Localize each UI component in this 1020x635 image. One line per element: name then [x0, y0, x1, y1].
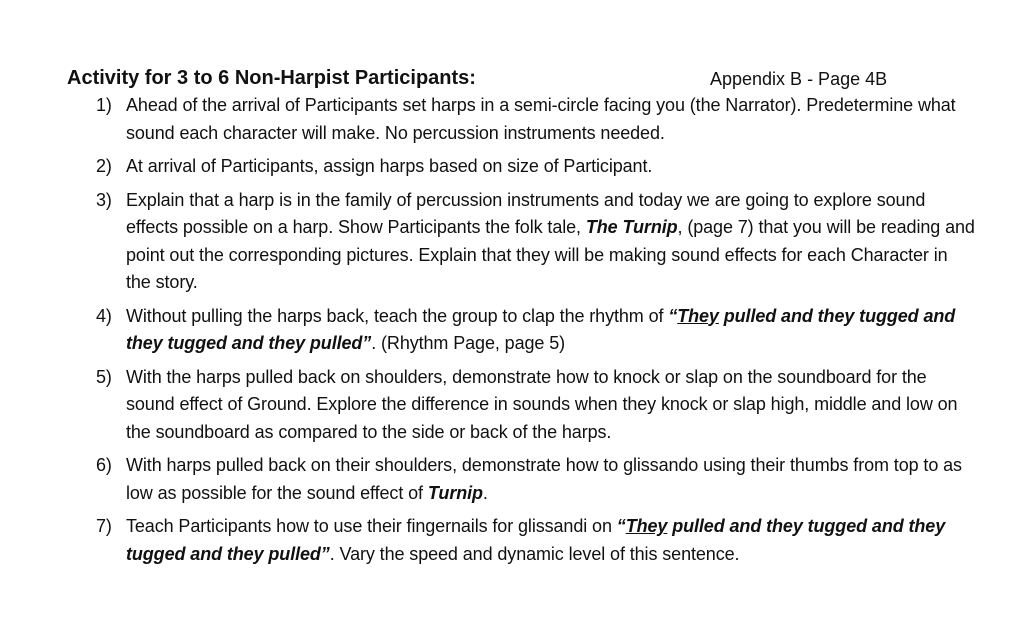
list-item [96, 187, 976, 297]
story-title: The Turnip [585, 217, 678, 237]
item-text: Ahead of the arrival of Participants set harps in a semi-circle facing you (the Narrator). Predetermine what sound each character will make. No percussion instruments needed. [126, 95, 956, 143]
appendix-page-label: Appendix B - Page 4B [710, 69, 888, 89]
list-item [96, 92, 976, 147]
list-item [96, 153, 976, 181]
turnip-emphasis: Turnip [427, 482, 483, 503]
item-number: 6) [96, 455, 112, 475]
item-text: . [482, 482, 488, 503]
item-text: . Vary the speed and dynamic level of this sentence. [329, 543, 740, 564]
list-item [96, 513, 976, 568]
item-number: 5) [96, 366, 112, 387]
item-number: 4) [96, 305, 112, 326]
item-number: 2) [96, 156, 112, 176]
item-number: 1) [96, 95, 112, 115]
quote-rest: pulled and they tugged and they tugged and they pulled” [126, 305, 956, 353]
quote-underlined-word: They [625, 516, 668, 536]
item-text: , (page 7) that you will be reading and point out the corresponding pictures. Explain that they will be making sound effects for each Character in the story. [126, 217, 975, 292]
item-text: . (Rhythm Page, page 5) [371, 333, 566, 353]
item-text: Explain that a harp is in the family of percussion instruments and today we are going to explore sound effects possible on a harp. Show Participants the folk tale, [126, 189, 926, 237]
item-text: Without pulling the harps back, teach the group to clap the rhythm of [126, 305, 669, 326]
list-item [96, 364, 976, 447]
quote-open: “ [616, 516, 626, 536]
item-text: With harps pulled back on their shoulders, demonstrate how to glissando using their thumbs from top to as low as possible for the sound effect of [126, 455, 962, 503]
list-item [96, 303, 976, 358]
quote-underlined-word: They [677, 305, 719, 326]
item-text: Teach Participants how to use their fingernails for glissandi on [126, 516, 617, 536]
quote-open: “ [668, 305, 678, 326]
item-text: With the harps pulled back on shoulders, demonstrate how to knock or slap on the soundboard for the sound effect of Ground. Explore the difference in sounds when they knock or slap high, middle and low on the soundboard as compared to the side or back of the harps. [126, 366, 958, 442]
activity-heading: Activity for 3 to 6 Non-Harpist Participants: [67, 67, 476, 89]
item-number: 7) [96, 516, 112, 536]
instruction-list [96, 92, 976, 574]
item-number: 3) [96, 189, 112, 210]
quote-rest: pulled and they tugged and they tugged and they pulled” [126, 516, 946, 564]
list-item [96, 452, 976, 507]
item-text: At arrival of Participants, assign harps based on size of Participant. [126, 156, 653, 176]
